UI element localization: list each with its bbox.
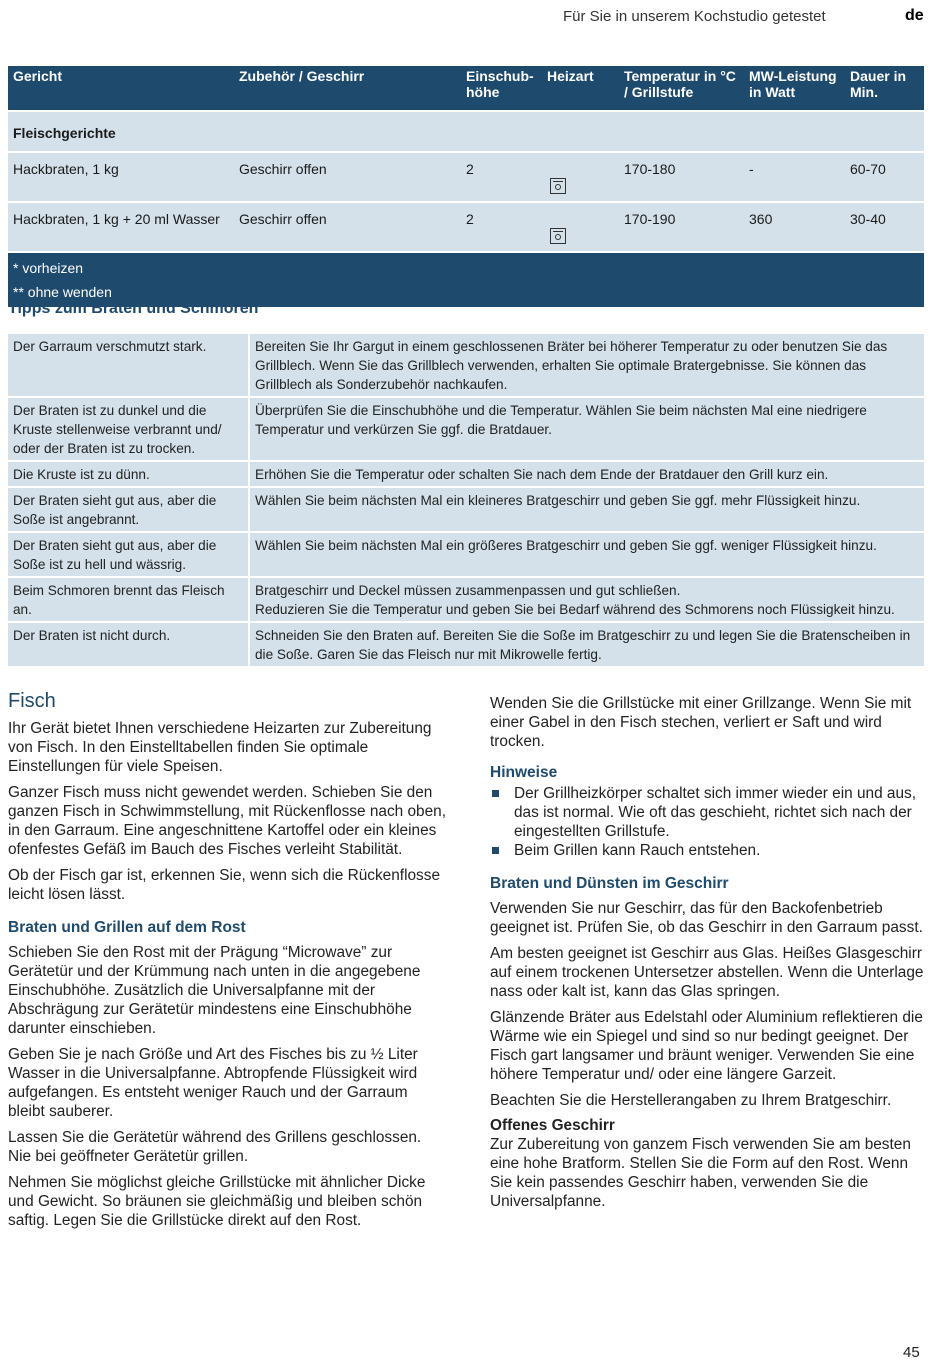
col-header-duration: Dauer in Min. (845, 66, 924, 111)
tip-solution-line: Reduzieren Sie die Temperatur und geben Sie bei Bedarf während des Schmorens noch Flüssigkeit hinzu. (255, 602, 895, 617)
tip-problem: Der Garraum verschmutzt stark. (8, 333, 249, 397)
square-bullet-icon (492, 847, 499, 854)
mw-power-cell: - (744, 152, 845, 202)
tip-problem: Die Kruste ist zu dünn. (8, 461, 249, 487)
tip-row (8, 461, 924, 487)
convection-fan-icon (550, 228, 566, 244)
tip-problem: Der Braten sieht gut aus, aber die Soße ist zu hell und wässrig. (8, 532, 249, 577)
col-header-dish: Gericht (8, 66, 234, 111)
header-title: Für Sie in unserem Kochstudio getestet (563, 8, 826, 25)
subheading-hinweise: Hinweise (490, 764, 558, 781)
tip-row (8, 397, 924, 461)
tip-row (8, 577, 924, 622)
category-label: Fleischgerichte (8, 111, 924, 152)
tip-solution: Überprüfen Sie die Einschubhöhe und die Temperatur. Wählen Sie beim nächsten Mal eine niedrigere Temperatur und verkürzen Sie ggf. die Bratdauer. (249, 397, 924, 461)
list-item-text: Beim Grillen kann Rauch entstehen. (514, 842, 761, 859)
paragraph: Am besten geeignet ist Geschirr aus Glas. Heißes Glasgeschirr auf einem trockenen Untersetzer abstellen. Wenn die Unterlage nass oder kalt ist, kann das Glas springen. (490, 945, 924, 1000)
paragraph: Ihr Gerät bietet Ihnen verschiedene Heizarten zur Zubereitung von Fisch. In den Einstelltabellen finden Sie optimale Einstellungen für viele Speisen. (8, 720, 432, 775)
right-column (490, 694, 930, 1218)
language-code: de (905, 7, 924, 24)
subheading-rost: Braten und Grillen auf dem Rost (8, 919, 246, 936)
list-item (490, 841, 930, 860)
paragraph: Geben Sie je nach Größe und Art des Fisches bis zu ½ Liter Wasser in die Universalpfanne. Abtropfende Flüssigkeit wird aufgefangen. Es entsteht weniger Rauch und der Garraum bleibt sauberer. (8, 1046, 418, 1120)
convection-fan-icon (550, 178, 566, 194)
level-cell: 2 (461, 152, 542, 202)
footnote-preheat: * vorheizen (13, 260, 84, 276)
tip-solution: Wählen Sie beim nächsten Mal ein größeres Bratgeschirr und geben Sie ggf. weniger Flüssigkeit hinzu. (249, 532, 924, 577)
col-header-accessory: Zubehör / Geschirr (234, 66, 461, 111)
tips-heading: Tipps zum Braten und Schmoren (8, 300, 259, 317)
heating-cell (542, 202, 619, 252)
footnotes (8, 252, 924, 307)
tip-solution: Bereiten Sie Ihr Gargut in einem geschlossenen Bräter bei höherer Temperatur zu oder benutzen Sie das Grillblech. Wenn Sie das Grillblech verwenden, erhalten Sie optimale Bratergebnisse. Sie können das Grillblech als Sonderzubehör nachkaufen. (249, 333, 924, 397)
dish-cell: Hackbraten, 1 kg + 20 ml Wasser (8, 202, 234, 252)
footnote-no-turn: ** ohne wenden (13, 284, 112, 300)
tip-solution: Schneiden Sie den Braten auf. Bereiten Sie die Soße im Bratgeschirr zu und legen Sie die Bratenscheiben in die Soße. Garen Sie das Fleisch nur mit Mikrowelle fertig. (249, 622, 924, 666)
mw-power-cell: 360 (744, 202, 845, 252)
tip-solution: Wählen Sie beim nächsten Mal ein kleineres Bratgeschirr und geben Sie ggf. mehr Flüssigkeit hinzu. (249, 487, 924, 532)
paragraph: Schieben Sie den Rost mit der Prägung “Microwave” zur Gerätetür und der Krümmung nach unten in die angegebene Einschubhöhe. Zusätzlich die Universalpfanne mit der Abschrägung zur Gerätetür mindestens eine Einschubhöhe darunter einschieben. (8, 944, 421, 1037)
paragraph: Ob der Fisch gar ist, erkennen Sie, wenn sich die Rückenflosse leicht lösen lässt. (8, 867, 441, 903)
table-row (8, 152, 924, 202)
col-header-heating: Heizart (542, 66, 619, 111)
col-header-level: Einschub- höhe (461, 66, 542, 111)
tip-row (8, 333, 924, 397)
tip-problem: Der Braten sieht gut aus, aber die Soße ist angebrannt. (8, 487, 249, 532)
temperature-cell: 170-190 (619, 202, 744, 252)
category-row (8, 111, 924, 152)
level-cell: 2 (461, 202, 542, 252)
duration-cell: 60-70 (845, 152, 924, 202)
footnote-row (8, 252, 924, 307)
page-number: 45 (903, 1344, 920, 1361)
duration-cell: 30-40 (845, 202, 924, 252)
accessory-cell: Geschirr offen (234, 202, 461, 252)
paragraph: Wenden Sie die Grillstücke mit einer Grillzange. Wenn Sie mit einer Gabel in den Fisch stechen, verliert er Saft und wird trocken. (490, 695, 912, 750)
paragraph: Zur Zubereitung von ganzem Fisch verwenden Sie am besten eine hohe Bratform. Stellen Sie die Form auf den Rost. Wenn Sie kein passendes Geschirr haben, verwenden Sie die Universalpfanne. (490, 1136, 911, 1210)
tip-solution-line: Bratgeschirr und Deckel müssen zusammenpassen und gut schließen. (255, 583, 681, 598)
square-bullet-icon (492, 790, 499, 797)
section-title-fisch: Fisch (8, 690, 56, 712)
paragraph: Verwenden Sie nur Geschirr, das für den Backofenbetrieb geeignet ist. Prüfen Sie, ob das Geschirr in den Garraum passt. (490, 900, 923, 936)
settings-header-row (8, 66, 924, 111)
tips-table (8, 332, 924, 666)
tip-problem: Der Braten ist nicht durch. (8, 622, 249, 666)
accessory-cell: Geschirr offen (234, 152, 461, 202)
temperature-cell: 170-180 (619, 152, 744, 202)
dish-cell: Hackbraten, 1 kg (8, 152, 234, 202)
list-item-text: Der Grillheizkörper schaltet sich immer wieder ein und aus, das ist normal. Wie oft das geschieht, richtet sich nach der eingestellten Grillstufe. (514, 785, 917, 840)
tip-problem: Der Braten ist zu dunkel und die Kruste stellenweise verbrannt und/ oder der Braten ist zu trocken. (8, 397, 249, 461)
list-item (490, 784, 930, 841)
paragraph: Ganzer Fisch muss nicht gewendet werden. Schieben Sie den ganzen Fisch in Schwimmstellung, mit Rückenflosse nach oben, in den Garraum. Eine angeschnittene Kartoffel oder ein kleines ofenfestes Gefäß im Bauch des Fisches verleiht Stabilität. (8, 784, 446, 858)
paragraph: Lassen Sie die Gerätetür während des Grillens geschlossen. Nie bei geöffneter Gerätetür grillen. (8, 1129, 422, 1165)
hints-list (490, 784, 930, 860)
paragraph: Nehmen Sie möglichst gleiche Grillstücke mit ähnlicher Dicke und Gewicht. So bräunen sie gleichmäßig und bleiben schön saftig. Legen Sie die Grillstücke direkt auf den Rost. (8, 1174, 426, 1229)
col-header-temperature: Temperatur in °C / Grillstufe (619, 66, 744, 111)
tip-solution (249, 577, 924, 622)
subheading-geschirr: Braten und Dünsten im Geschirr (490, 875, 729, 892)
tip-solution: Erhöhen Sie die Temperatur oder schalten Sie nach dem Ende der Bratdauer den Grill kurz ein. (249, 461, 924, 487)
paragraph: Beachten Sie die Herstellerangaben zu Ihrem Bratgeschirr. (490, 1092, 892, 1109)
tip-problem: Beim Schmoren brennt das Fleisch an. (8, 577, 249, 622)
heating-cell (542, 152, 619, 202)
col-header-mw-power: MW-Leistung in Watt (744, 66, 845, 111)
settings-table (8, 66, 924, 307)
paragraph: Glänzende Bräter aus Edelstahl oder Aluminium reflektieren die Wärme wie ein Spiegel und sind so nur bedingt geeignet. Der Fisch gart langsamer und bräunt weniger. Verwenden Sie eine höhere Temperatur und/ oder eine längere Garzeit. (490, 1009, 923, 1083)
subheading-offen: Offenes Geschirr (490, 1117, 615, 1134)
tip-row (8, 622, 924, 666)
tip-row (8, 487, 924, 532)
tip-row (8, 532, 924, 577)
left-column (8, 692, 448, 1237)
table-row (8, 202, 924, 252)
